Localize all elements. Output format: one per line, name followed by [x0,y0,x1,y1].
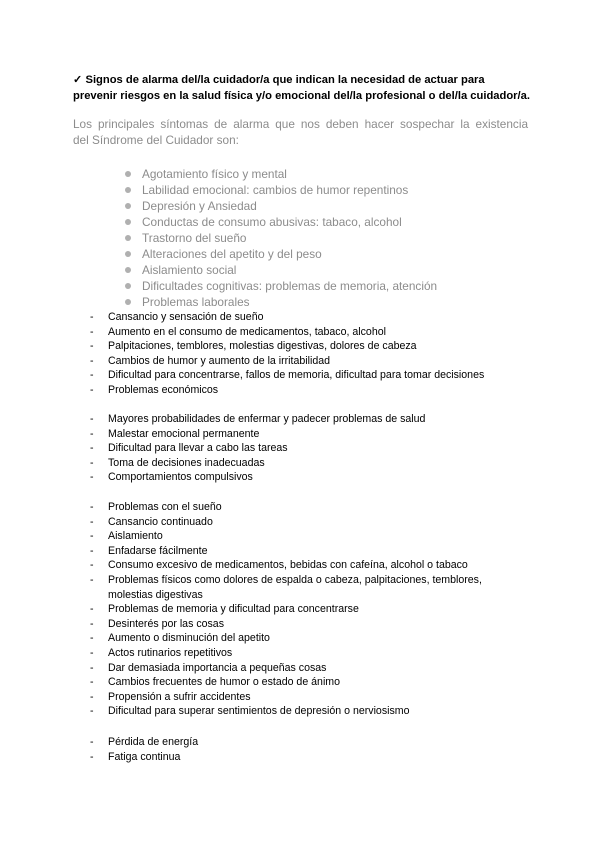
dash-list-item [90,661,518,676]
dash-list-item [90,441,518,456]
dash-list-item [90,735,518,750]
bullet-item [124,214,437,230]
bullet-item [124,262,437,278]
dash-list-item [90,456,518,471]
bullet-text: Agotamiento físico y mental [142,167,287,181]
dash-list-item [90,339,518,354]
dash-item-text: Dificultad para concentrarse, fallos de memoria, dificultad para tomar decisiones [108,369,485,382]
dash-item-text: Actos rutinarios repetitivos [108,646,233,659]
dash-marker: - [90,617,94,630]
dash-marker: - [90,661,94,674]
bullet-dot-icon [125,219,131,225]
dash-list-item [90,500,518,515]
dash-item-text: Mayores probabilidades de enfermar y padecer problemas de salud [108,413,426,425]
dash-list-group-1 [90,310,518,398]
dash-item-text: Comportamientos compulsivos [108,471,253,484]
dash-marker: - [90,676,94,689]
intro-line-2: del Síndrome del Cuidador son: [73,133,239,147]
dash-item-text: Problemas físicos como dolores de espalda o cabeza, palpitaciones, temblores, molestias digestivas [108,573,482,601]
bullet-dot-icon [125,299,131,305]
dash-marker: - [90,690,94,703]
dash-marker: - [90,573,94,586]
dash-list-item [90,573,518,602]
bullet-text: Labilidad emocional: cambios de humor repentinos [142,183,409,197]
dash-list-item [90,558,518,573]
dash-marker: - [90,559,94,572]
intro-line-1: Los principales síntomas de alarma que nos deben hacer sospechar la existencia [73,117,528,131]
bullet-dot-icon [125,267,131,273]
bullet-text: Trastorno del sueño [142,231,247,245]
bullet-item [124,182,437,198]
dash-item-text: Problemas con el sueño [108,501,222,513]
dash-marker: - [90,354,94,367]
dash-item-text: Aumento o disminución del apetito [108,632,270,645]
bullet-text: Conductas de consumo abusivas: tabaco, alcohol [142,215,402,229]
dash-list-item [90,675,518,690]
dash-list-item [90,617,518,632]
dash-item-text: Palpitaciones, temblores, molestias digestivas, dolores de cabeza [108,340,417,353]
dash-list-item [90,529,518,544]
dash-marker: - [90,603,94,616]
dash-list-item [90,412,518,427]
dash-marker: - [90,442,94,455]
dash-item-text: Dar demasiada importancia a pequeñas cosas [108,661,327,674]
section-heading [73,72,543,104]
dash-item-text: Problemas económicos [108,383,219,396]
bullet-dot-icon [125,235,131,241]
bullet-dot-icon [125,171,131,177]
dash-marker: - [90,544,94,557]
heading-line-2: prevenir riesgos en la salud física y/o emocional del/la profesional o del/la cuidador/a. [73,90,530,102]
bullet-text: Depresión y Ansiedad [142,199,257,213]
bullet-dot-icon [125,187,131,193]
dash-list-item [90,325,518,340]
bullet-text: Dificultades cognitivas: problemas de memoria, atención [142,279,438,293]
dash-marker: - [90,456,94,469]
dash-list-item [90,646,518,661]
dash-marker: - [90,515,94,528]
dash-item-text: Enfadarse fácilmente [108,544,208,557]
dash-list-group-2 [90,412,518,485]
dash-marker: - [90,471,94,484]
dash-item-text: Desinterés por las cosas [108,617,224,630]
dash-marker: - [90,530,94,543]
dash-item-text: Dificultad para llevar a cabo las tareas [108,442,288,455]
dash-item-text: Cambios frecuentes de humor o estado de ánimo [108,676,341,689]
dash-item-text: Cansancio y sensación de sueño [108,311,264,323]
dash-list-item [90,310,518,325]
bullet-item [124,246,437,262]
bullet-item [124,166,437,182]
dash-list-item [90,704,518,719]
dash-item-text: Pérdida de energía [108,736,199,748]
dash-marker: - [90,736,94,748]
dash-marker: - [90,646,94,659]
dash-list-item [90,383,518,398]
dash-marker: - [90,340,94,353]
bullet-text: Alteraciones del apetito y del peso [142,247,322,261]
dash-marker: - [90,369,94,382]
bullet-item [124,278,437,294]
dash-marker: - [90,632,94,645]
intro-paragraph [73,116,528,148]
dash-list-item [90,750,518,765]
dash-list-item [90,690,518,705]
dash-list-item [90,354,518,369]
dash-marker: - [90,311,94,323]
bullet-text: Problemas laborales [142,295,250,309]
dash-item-text: Aumento en el consumo de medicamentos, tabaco, alcohol [108,325,386,338]
bullet-item [124,198,437,214]
dash-list-item [90,544,518,559]
dash-item-text: Aislamiento [108,530,163,543]
bullet-dot-icon [125,251,131,257]
bullet-text: Aislamiento social [142,263,237,277]
dash-item-text: Dificultad para superar sentimientos de depresión o nerviosismo [108,705,410,718]
dash-marker: - [90,427,94,440]
bullet-dot-icon [125,203,131,209]
dash-list-group-3 [90,500,518,719]
dash-marker: - [90,705,94,718]
dash-item-text: Fatiga continua [108,750,181,763]
dash-item-text: Malestar emocional permanente [108,427,260,440]
dash-marker: - [90,325,94,338]
dash-item-text: Cambios de humor y aumento de la irritabilidad [108,354,330,367]
dash-item-text: Toma de decisiones inadecuadas [108,456,265,469]
dash-item-text: Cansancio continuado [108,515,213,528]
dash-list-item [90,368,518,383]
dash-list-item [90,470,518,485]
dash-list-item [90,427,518,442]
dash-marker: - [90,383,94,396]
dash-item-text: Consumo excesivo de medicamentos, bebidas con cafeína, alcohol o tabaco [108,559,468,572]
bullet-item [124,294,437,310]
dash-list-group-4 [90,735,518,764]
bullet-item [124,230,437,246]
bullet-dot-icon [125,283,131,289]
dash-list-item [90,602,518,617]
dash-marker: - [90,750,94,763]
dash-item-text: Propensión a sufrir accidentes [108,690,251,703]
heading-line-1: ✓ Signos de alarma del/la cuidador/a que indican la necesidad de actuar para [73,74,485,86]
dash-list-item [90,515,518,530]
dash-marker: - [90,501,94,513]
dash-list-item [90,631,518,646]
dash-item-text: Problemas de memoria y dificultad para concentrarse [108,603,359,616]
dash-marker: - [90,413,94,425]
alarm-symptoms-list [124,166,437,310]
